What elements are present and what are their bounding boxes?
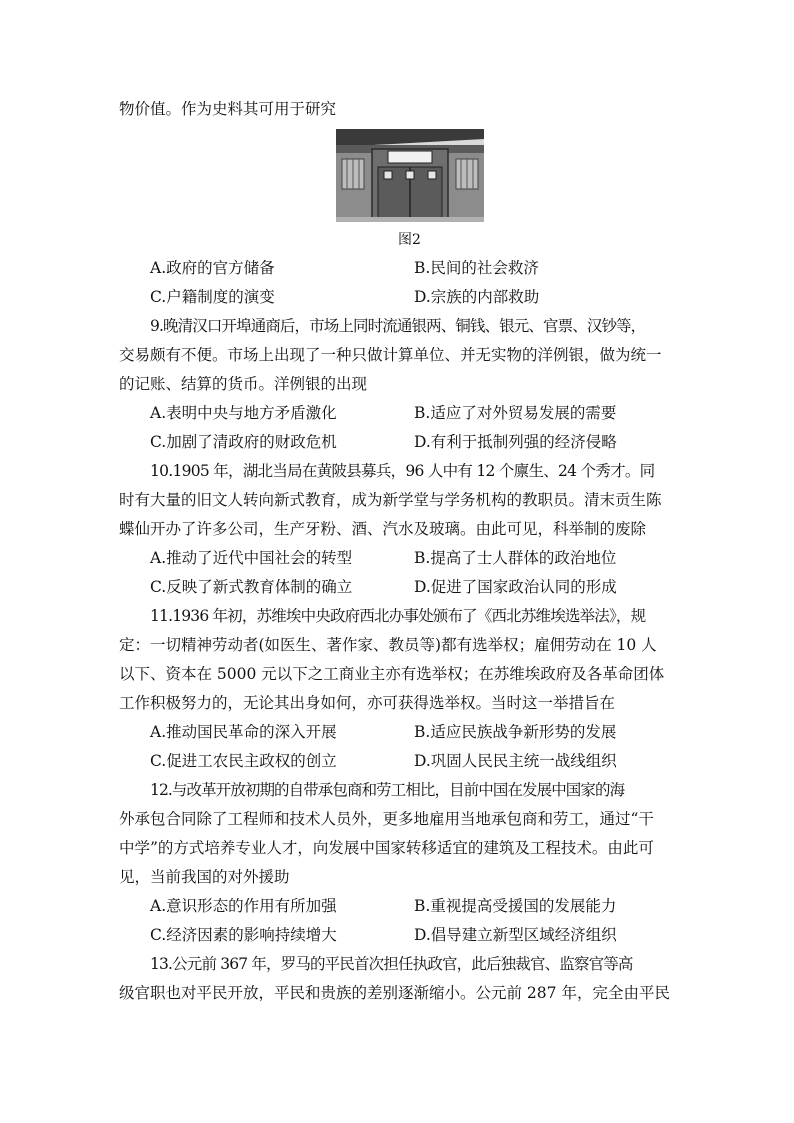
q12-option-a: A.意识形态的作用有所加强 [150, 897, 337, 915]
granary-photo [336, 129, 484, 222]
figure-caption: 图2 [398, 232, 421, 248]
q11-line-2: 定：一切精神劳动者(如医生、著作家、教员等)都有选举权；雇佣劳动在 10 人 [119, 636, 657, 654]
q13-line-1: 13.公元前 367 年，罗马的平民首次担任执政官，此后独裁官、监察官等高 [150, 955, 633, 973]
granary-building-image [336, 129, 484, 222]
q11-option-c: C.促进工农民主政权的创立 [150, 752, 337, 770]
q10-option-b: B.提高了士人群体的政治地位 [414, 549, 617, 567]
q12-line-3: 中学”的方式培养专业人才，向发展中国家转移适宜的建筑及工程技术。由此可 [119, 839, 654, 857]
q9-line-3: 的记账、结算的货币。洋例银的出现 [119, 375, 368, 393]
q12-option-c: C.经济因素的影响持续增大 [150, 926, 337, 944]
q9-line-1: 9.晚清汉口开埠通商后，市场上同时流通银两、铜钱、银元、官票、汉钞等， [150, 317, 646, 335]
q11-line-1: 11.1936 年初，苏维埃中央政府西北办事处颁布了《西北苏维埃选举法》，规 [150, 607, 646, 625]
q9-option-b: B.适应了对外贸易发展的需要 [414, 404, 617, 422]
q13-line-2: 级官职也对平民开放，平民和贵族的差别逐渐缩小。公元前 287 年，完全由平民 [119, 984, 670, 1002]
q12-line-4: 见，当前我国的对外援助 [119, 868, 290, 886]
q8-option-b: B.民间的社会救济 [414, 259, 539, 277]
intro-line: 物价值。作为史料其可用于研究 [119, 100, 337, 118]
q11-option-b: B.适应民族战争新形势的发展 [414, 723, 617, 741]
q11-option-d: D.巩固人民民主统一战线组织 [414, 752, 617, 770]
q12-line-1: 12.与改革开放初期的自带承包商和劳工相比，目前中国在发展中国家的海 [150, 781, 625, 799]
q10-line-1: 10.1905 年，湖北当局在黄陂县募兵，96 人中有 12 个廪生、24 个秀才。同 [150, 462, 655, 480]
q10-line-3: 蝶仙开办了许多公司，生产牙粉、酒、汽水及玻璃。由此可见，科举制的废除 [119, 520, 647, 538]
q12-option-d: D.倡导建立新型区域经济组织 [414, 926, 617, 944]
q9-option-a: A.表明中央与地方矛盾激化 [150, 404, 337, 422]
q9-option-c: C.加剧了清政府的财政危机 [150, 433, 337, 451]
q10-option-a: A.推动了近代中国社会的转型 [150, 549, 353, 567]
q10-option-d: D.促进了国家政治认同的形成 [414, 578, 617, 596]
q12-line-2: 外承包合同除了工程师和技术人员外，更多地雇用当地承包商和劳工，通过“干 [119, 810, 654, 828]
q10-line-2: 时有大量的旧文人转向新式教育，成为新学堂与学务机构的教职员。清末贡生陈 [119, 491, 662, 509]
q8-option-d: D.宗族的内部救助 [414, 288, 540, 306]
q8-option-c: C.户籍制度的演变 [150, 288, 275, 306]
q11-option-a: A.推动国民革命的深入开展 [150, 723, 337, 741]
q9-option-d: D.有利于抵制列强的经济侵略 [414, 433, 617, 451]
q11-line-4: 工作积极努力的，无论其出身如何，亦可获得选举权。当时这一举措旨在 [119, 694, 616, 712]
q12-option-b: B.重视提高受援国的发展能力 [414, 897, 617, 915]
q9-line-2: 交易颇有不便。市场上出现了一种只做计算单位、并无实物的洋例银，做为统一 [119, 346, 662, 364]
q11-line-3: 以下、资本在 5000 元以下之工商业主亦有选举权；在苏维埃政府及各革命团体 [119, 665, 665, 683]
q10-option-c: C.反映了新式教育体制的确立 [150, 578, 353, 596]
q8-option-a: A.政府的官方储备 [150, 259, 275, 277]
